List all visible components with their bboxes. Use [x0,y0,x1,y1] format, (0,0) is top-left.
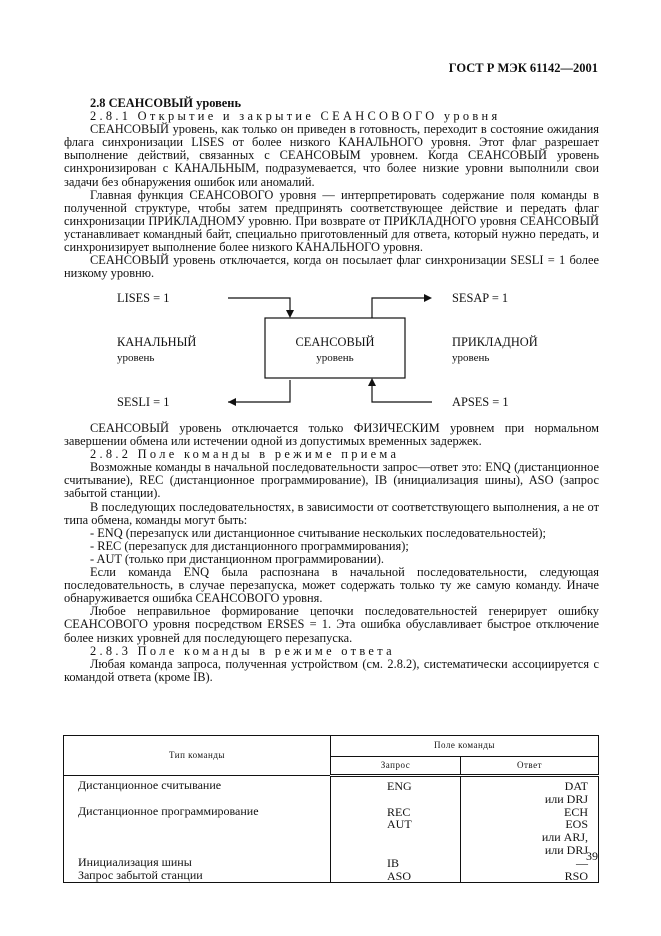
paragraph: Главная функция СЕАНСОВОГО уровня — интерпретировать содержание поля команды в полученной структуре, чтобы затем предпринять соответствующее действие и передать флаг синхронизации ПРИКЛАДНОМУ уровню. При возврате от ПРИКЛАДНОГО уровня СЕАНСОВЫЙ устанавливает командный байт, специально приготовленный для ответа, который нужно передать, и синхронизирует выполнение более низкого КАНАЛЬНОГО уровня. [64,187,599,255]
paragraph: Возможные команды в начальной последовательности запрос—ответ это: ENQ (дистанционное считывание), REC (дистанционное программирование), IB (инициализация шины), ASO (запрос забытой станции). [64,460,599,501]
paragraph: Любое неправильное формирование цепочки последовательностей генерирует ошибку СЕАНСОВОГО уровня посредством ERSES = 1. Эта ошибка обуславливает быстрое отключение более низких уровней для последующего перезапуска. [64,604,599,645]
paragraph: СЕАНСОВЫЙ уровень, как только он приведен в готовность, переходит в состояние ожидания флага синхронизации LISES от более низкого КАНАЛЬНОГО уровня. Этот флаг разрешает выполнение действий, связанных с СЕАНСОВЫМ уровнем. Когда СЕАНСОВЫЙ уровень синхронизирован с КАНАЛЬНЫМ, подразумевается, что более низкие уровни выполнили свои задачи без обнаружения ошибок или аномалий. [64,122,599,189]
diagram-arrows [0,0,661,440]
application-level-sublabel: уровень [452,352,490,364]
list-item: - AUT (только при дистанционном программировании). [90,551,384,566]
sesap-label: SESAP = 1 [452,291,509,305]
lises-label: LISES = 1 [117,291,170,305]
header-response: Ответ [461,757,599,776]
section-2-8-continued [64,422,599,684]
request-column: ENG REC AUT IB ASO [331,776,461,883]
command-table [63,735,599,883]
subsection-2-8-2-title: 2.8.2 Поле команды в режиме приема [90,447,400,462]
link-level-sublabel: уровень [117,352,155,364]
subsection-2-8-1-title: 2.8.1 Открытие и закрытие СЕАНСОВОГО уровня [90,109,501,124]
sesli-arrow [228,380,290,402]
apses-label: APSES = 1 [452,395,509,409]
paragraph: Любая команда запроса, полученная устройством (см. 2.8.2), систематически ассоциируется с командой ответа (кроме IB). [64,656,599,684]
lises-arrow [228,298,290,316]
sesap-arrow [372,298,430,318]
paragraph: Если команда ENQ была распознана в начальной последовательности, следующая последовательность, в случае перезапуска, может содержать только ту же самую команду. Иначе обнаруживается ошибка СЕАНСОВОГО уровня. [64,565,599,606]
page-number: 39 [586,849,598,863]
header-request: Запрос [331,757,461,776]
document-header: ГОСТ Р МЭК 61142—2001 [448,61,598,75]
application-level-label: ПРИКЛАДНОЙ [452,335,538,349]
type-column: Дистанционное считывание Дистанционное программирование Инициализация шины Запрос забытой станции [64,776,331,883]
header-command-field: Поле команды [331,736,599,757]
header-command-type: Тип команды [64,736,331,776]
apses-arrow [372,380,432,402]
session-level-label: СЕАНСОВЫЙ [295,335,375,349]
list-item: - ENQ (перезапуск или дистанционное считывание нескольких последовательностей); [90,525,546,540]
paragraph: СЕАНСОВЫЙ уровень отключается, когда он посылает флаг синхронизации SESLI = 1 более низкому уровню. [64,253,599,281]
subsection-2-8-3-title: 2.8.3 Поле команды в режиме ответа [90,643,395,658]
session-level-sublabel: уровень [316,352,354,364]
list-item: - REC (перезапуск для дистанционного программирования); [90,538,409,553]
response-column: DAT или DRJ ECH EOS или ARJ, или DRJ — RSO [461,776,599,883]
sesli-label: SESLI = 1 [117,395,170,409]
section-title: 2.8 СЕАНСОВЫЙ уровень [90,96,241,110]
paragraph: В последующих последовательностях, в зависимости от соответствующего выполнения, а не от типа обмена, команды могут быть: [64,499,599,527]
paragraph: СЕАНСОВЫЙ уровень отключается только ФИЗИЧЕСКИМ уровнем при нормальном завершении обмена или истечении одной из допустимых временных задержек. [64,421,599,449]
link-level-label: КАНАЛЬНЫЙ [117,335,197,349]
